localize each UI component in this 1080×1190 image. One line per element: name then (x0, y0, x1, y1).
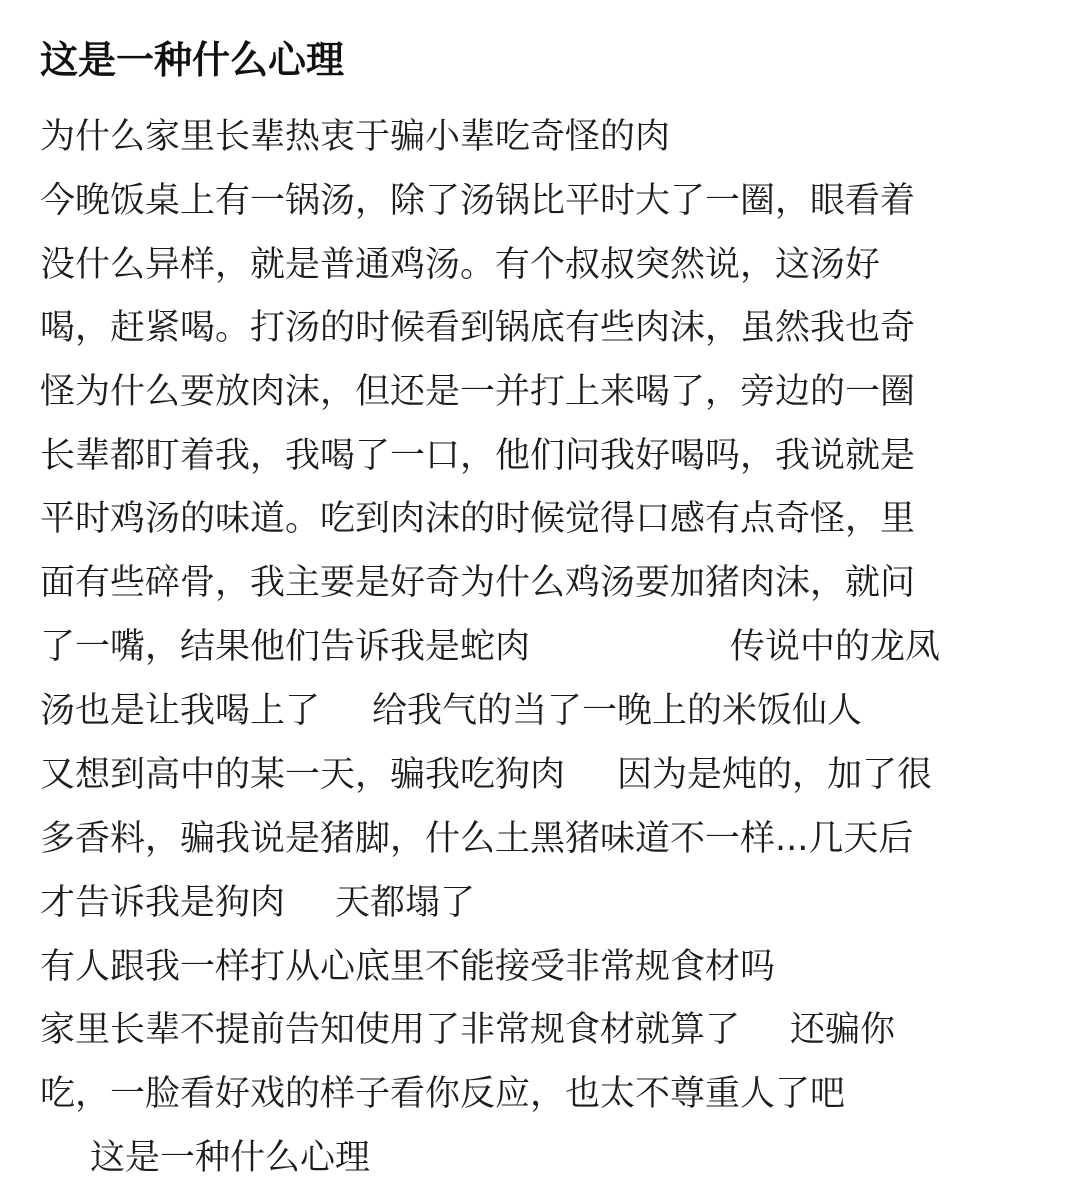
text-line (40, 878, 475, 928)
text-segment: 家里长辈不提前告知使用了非常规食材就算了 (40, 1010, 741, 1050)
text-segment: 传说中的龙凤 (730, 627, 941, 667)
text-line: 平时鸡汤的味道。吃到肉沫的时候觉得口感有点奇怪，里 (40, 499, 916, 539)
text-segment: 才告诉我是狗肉 (40, 883, 286, 923)
text-line: 喝，赶紧喝。打汤的时候看到锅底有些肉沫，虽然我也奇 (40, 308, 916, 348)
text-segment: 汤也是让我喝上了 (40, 691, 321, 731)
closing-line: 这是一种什么心理 (90, 1138, 371, 1178)
text-line: 怪为什么要放肉沫，但还是一并打上来喝了，旁边的一圈 (40, 372, 916, 412)
text-line: 面有些碎骨，我主要是好奇为什么鸡汤要加猪肉沫，就问 (40, 563, 916, 603)
text-line: 长辈都盯着我，我喝了一口，他们问我好喝吗，我说就是 (40, 436, 916, 476)
post-subtitle: 为什么家里长辈热衷于骗小辈吃奇怪的肉 (40, 117, 671, 157)
text-segment: 因为是炖的，加了很 (617, 755, 933, 795)
text-line: 多香料，骗我说是猪脚，什么土黑猪味道不一样...几天后 (40, 819, 914, 859)
text-line: 没什么异样，就是普通鸡汤。有个叔叔突然说，这汤好 (40, 245, 881, 285)
text-segment: 还骗你 (790, 1010, 896, 1050)
text-line: 吃，一脸看好戏的样子看你反应，也太不尊重人了吧 (40, 1074, 846, 1114)
text-line (40, 622, 940, 672)
text-segment: 又想到高中的某一天，骗我吃狗肉 (40, 755, 566, 795)
text-line: 今晚饭桌上有一锅汤，除了汤锅比平时大了一圈，眼看着 (40, 181, 916, 221)
text-line (40, 686, 862, 736)
text-line (40, 750, 932, 800)
text-segment: 天都塌了 (335, 883, 476, 923)
text-line (40, 1005, 895, 1055)
post-title: 这是一种什么心理 (40, 38, 345, 82)
text-line: 有人跟我一样打从心底里不能接受非常规食材吗 (40, 947, 776, 987)
text-segment: 了一嘴，结果他们告诉我是蛇肉 (40, 627, 531, 667)
text-segment: 给我气的当了一晚上的米饭仙人 (372, 691, 863, 731)
